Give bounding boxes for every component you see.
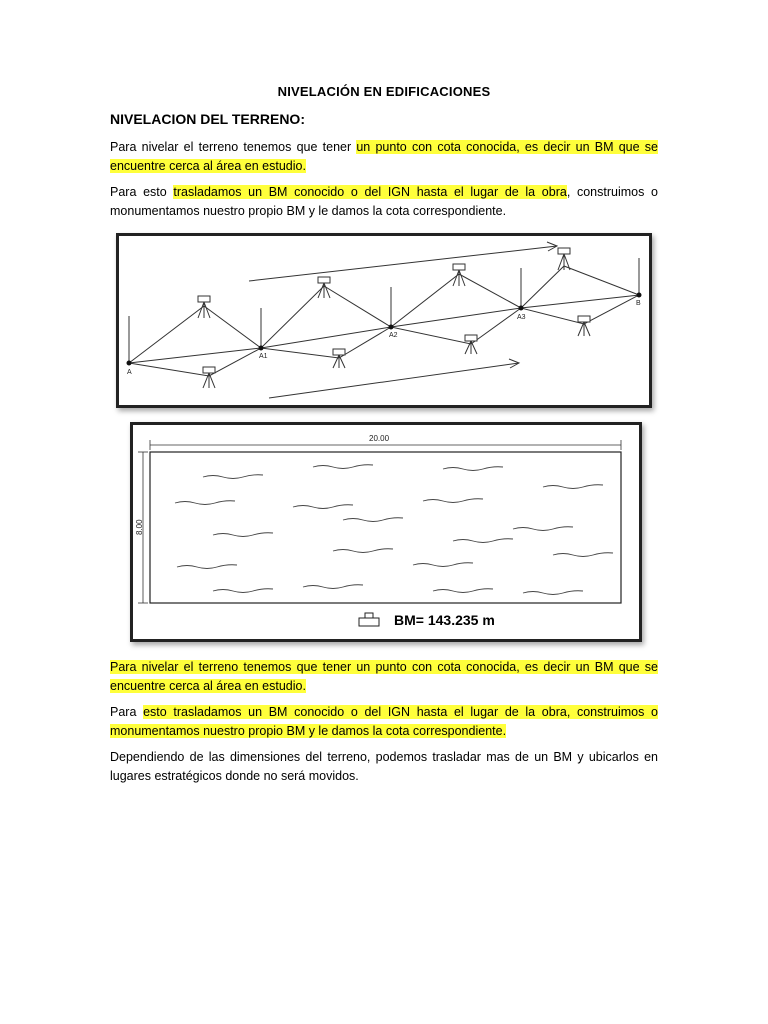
benchmark-elevation-label: BM= 143.235 m: [394, 612, 495, 628]
point-label-a: A: [127, 369, 132, 376]
terrain-plan-figure: [130, 422, 642, 642]
leveling-traverse-figure: [116, 233, 652, 408]
paragraph-1: [110, 138, 658, 176]
paragraph-3: [110, 658, 658, 696]
paragraph-5: [110, 748, 658, 786]
point-label-a3: A3: [517, 314, 526, 321]
height-dimension-label: 8.00: [135, 519, 144, 535]
terrain-plan-diagram: [133, 425, 639, 639]
terrain-texture: [175, 465, 613, 595]
paragraph-2-text-a: Para esto: [110, 185, 174, 199]
paragraph-2: [110, 183, 658, 221]
point-label-a2: A2: [389, 332, 398, 339]
paragraph-3-highlight: Para nivelar el terreno tenemos que tener un punto con cota conocida, es decir un BM que se encuentre cerca al área en estudio.: [110, 660, 658, 693]
tripod-icon: [198, 248, 590, 388]
paragraph-2-text-b: , construimos o monumentamos nuestro propio BM y le damos la cota correspondiente.: [110, 185, 658, 218]
point-label-a1: A1: [259, 353, 268, 360]
point-label-b: B: [636, 300, 641, 307]
paragraph-4-text: Para: [110, 705, 144, 719]
paragraph-1-highlight: un punto con cota conocida, es decir un BM que se encuentre cerca al área en estudio.: [110, 140, 658, 173]
width-dimension-label: 20.00: [369, 434, 390, 443]
paragraph-5-text: Dependiendo de las dimensiones del terreno, podemos trasladar mas de un BM y ubicarlos en lugares estratégicos donde no será movidos.: [110, 750, 658, 783]
section-heading: NIVELACION DEL TERRENO:: [110, 111, 305, 127]
paragraph-4-highlight: esto trasladamos un BM conocido o del IGN hasta el lugar de la obra, construimos o monumentamos nuestro propio BM y le damos la cota correspondiente.: [110, 705, 658, 738]
paragraph-1-text: Para nivelar el terreno tenemos que tener: [110, 140, 357, 154]
document-title: NIVELACIÓN EN EDIFICACIONES: [277, 84, 491, 99]
benchmark-icon: [359, 613, 379, 626]
paragraph-2-highlight: trasladamos un BM conocido o del IGN hasta el lugar de la obra: [173, 185, 567, 199]
leveling-traverse-diagram: [119, 236, 649, 405]
paragraph-4: [110, 703, 658, 741]
